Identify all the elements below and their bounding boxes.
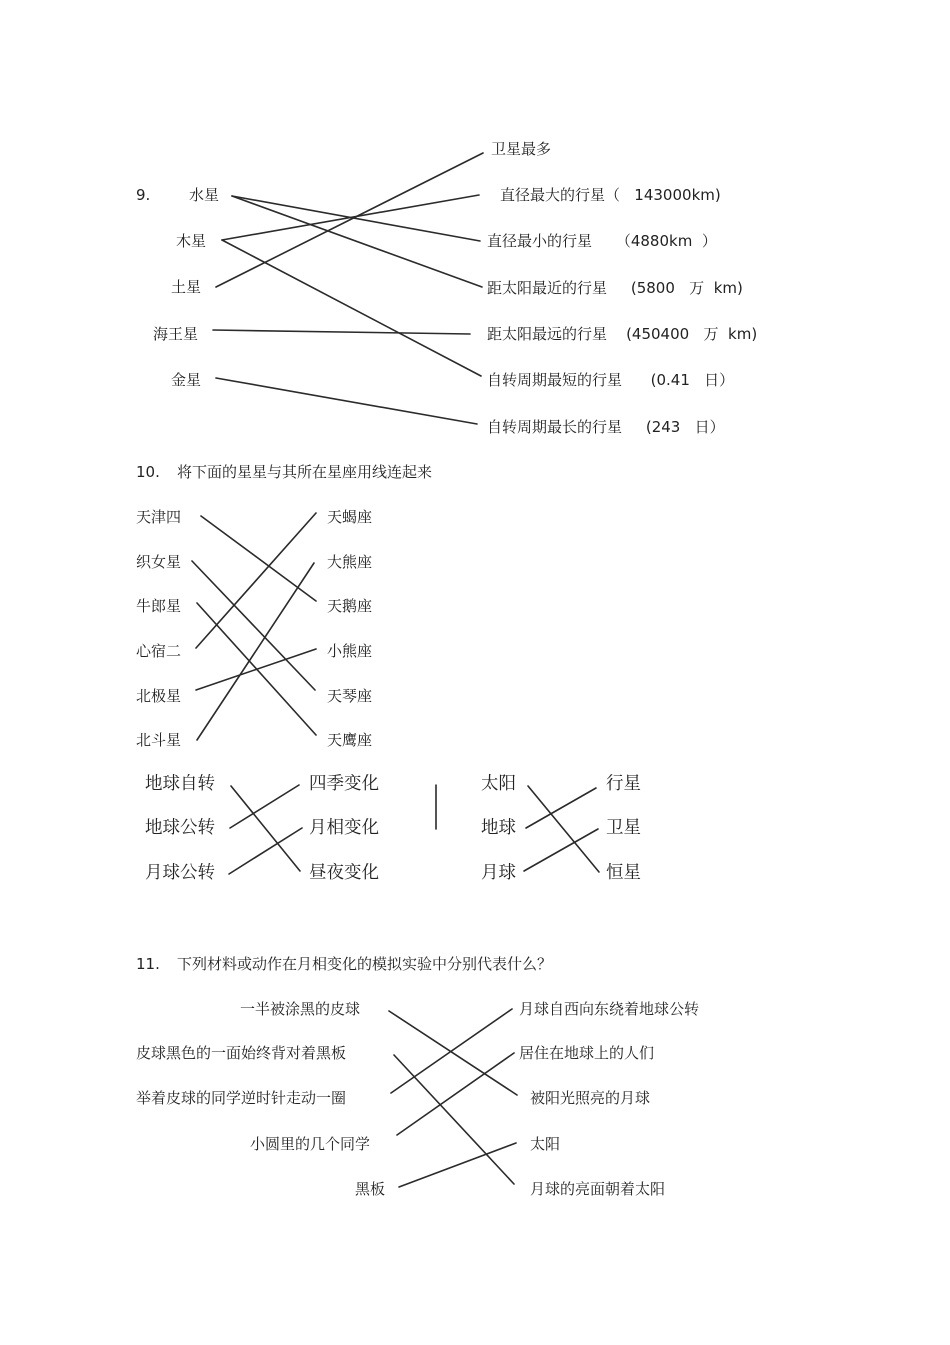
motion-left-earth-rotation[interactable]: 地球自转 bbox=[145, 774, 215, 794]
motion-left-earth-revolution[interactable]: 地球公转 bbox=[145, 818, 215, 838]
q9-line-jupiter-shortest[interactable] bbox=[222, 240, 481, 376]
motion-line-rotation-day-night[interactable] bbox=[231, 786, 300, 871]
q11-line-blackside-bright-side[interactable] bbox=[394, 1055, 514, 1184]
q11-left-black-side-away[interactable]: 皮球黑色的一面始终背对着黑板 bbox=[136, 1044, 347, 1062]
body-right-planet[interactable]: 行星 bbox=[606, 774, 641, 794]
q9-left-venus[interactable]: 金星 bbox=[171, 371, 202, 389]
body-right-star[interactable]: 恒星 bbox=[606, 863, 641, 883]
body-line-earth-planet[interactable] bbox=[526, 788, 596, 828]
q9-left-jupiter[interactable]: 木星 bbox=[176, 232, 207, 250]
body-line-sun-star[interactable] bbox=[528, 786, 599, 872]
q10-const-ursa-major[interactable]: 大熊座 bbox=[327, 553, 373, 571]
q9-number: 9. bbox=[136, 186, 151, 204]
q11-left-walk-counterclockwise[interactable]: 举着皮球的同学逆时针走动一圈 bbox=[136, 1089, 347, 1107]
q11-left-blackboard[interactable]: 黑板 bbox=[355, 1180, 386, 1198]
q9-line-neptune-farthest[interactable] bbox=[213, 330, 470, 334]
q9-left-neptune[interactable]: 海王星 bbox=[153, 325, 199, 343]
q9-left-mercury[interactable]: 水星 bbox=[189, 186, 220, 204]
q10-star-deneb[interactable]: 天津四 bbox=[136, 508, 182, 526]
q10-prompt: 将下面的星星与其所在星座用线连起来 bbox=[177, 463, 433, 481]
q10-star-polaris[interactable]: 北极星 bbox=[136, 687, 182, 705]
q10-const-aquila[interactable]: 天鹰座 bbox=[327, 731, 373, 749]
q9-right-farthest-from-sun[interactable]: 距太阳最远的行星 (450400 万 km) bbox=[487, 325, 758, 343]
q10-star-vega[interactable]: 织女星 bbox=[136, 553, 182, 571]
q10-star-big-dipper[interactable]: 北斗星 bbox=[136, 731, 182, 749]
q11-left-students-in-circle[interactable]: 小圆里的几个同学 bbox=[250, 1135, 371, 1153]
q9-right-closest-to-sun[interactable]: 距太阳最近的行星 (5800 万 km) bbox=[487, 279, 743, 297]
q11-right-sun[interactable]: 太阳 bbox=[530, 1135, 561, 1153]
motion-right-seasons[interactable]: 四季变化 bbox=[309, 774, 379, 794]
q10-star-altair[interactable]: 牛郎星 bbox=[136, 597, 182, 615]
q11-line-students-people[interactable] bbox=[397, 1053, 514, 1135]
motion-right-day-night[interactable]: 昼夜变化 bbox=[309, 863, 379, 883]
body-right-satellite[interactable]: 卫星 bbox=[606, 818, 641, 838]
motion-line-moon-phases[interactable] bbox=[229, 828, 302, 874]
motion-left-moon-revolution[interactable]: 月球公转 bbox=[145, 863, 215, 883]
body-left-sun[interactable]: 太阳 bbox=[481, 774, 516, 794]
body-left-moon[interactable]: 月球 bbox=[481, 863, 516, 883]
q10-line-polaris-ursa-minor[interactable] bbox=[196, 649, 316, 690]
q10-const-ursa-minor[interactable]: 小熊座 bbox=[327, 642, 373, 660]
motion-right-moon-phases[interactable]: 月相变化 bbox=[309, 818, 379, 838]
q10-const-cygnus[interactable]: 天鹅座 bbox=[327, 597, 373, 615]
q9-right-longest-rotation[interactable]: 自转周期最长的行星 (243 日） bbox=[487, 418, 725, 436]
q10-const-lyra[interactable]: 天琴座 bbox=[327, 687, 373, 705]
q9-left-saturn[interactable]: 土星 bbox=[171, 278, 202, 296]
motion-line-revolution-seasons[interactable] bbox=[230, 785, 299, 828]
q9-right-largest-diameter[interactable]: 直径最大的行星（ 143000km) bbox=[500, 186, 721, 204]
q9-right-smallest-diameter[interactable]: 直径最小的行星 （4880km ） bbox=[487, 232, 717, 250]
body-left-earth[interactable]: 地球 bbox=[481, 818, 516, 838]
q9-line-saturn-most-moons[interactable] bbox=[216, 153, 483, 287]
q11-right-people-on-earth[interactable]: 居住在地球上的人们 bbox=[519, 1044, 655, 1062]
q9-line-venus-longest[interactable] bbox=[216, 378, 477, 424]
q11-right-moon-orbits-earth[interactable]: 月球自西向东绕着地球公转 bbox=[519, 1000, 700, 1018]
q11-right-lit-moon[interactable]: 被阳光照亮的月球 bbox=[530, 1089, 651, 1107]
q11-left-half-black-ball[interactable]: 一半被涂黑的皮球 bbox=[240, 1000, 361, 1018]
q9-line-mercury-closest[interactable] bbox=[232, 196, 482, 287]
q11-prompt: 下列材料或动作在月相变化的模拟实验中分别代表什么？ bbox=[177, 955, 553, 973]
q11-line-ball-lit-moon[interactable] bbox=[389, 1011, 517, 1095]
q10-number: 10. bbox=[136, 463, 160, 481]
body-line-moon-satellite[interactable] bbox=[524, 829, 598, 871]
q11-line-blackboard-sun[interactable] bbox=[399, 1143, 516, 1187]
q10-const-scorpius[interactable]: 天蝎座 bbox=[327, 508, 373, 526]
q11-number: 11. bbox=[136, 955, 160, 973]
q11-right-bright-side-to-sun[interactable]: 月球的亮面朝着太阳 bbox=[530, 1180, 666, 1198]
q9-right-most-moons[interactable]: 卫星最多 bbox=[491, 140, 552, 158]
q9-right-shortest-rotation[interactable]: 自转周期最短的行星 (0.41 日） bbox=[487, 371, 735, 389]
q10-star-antares[interactable]: 心宿二 bbox=[136, 642, 182, 660]
q9-line-mercury-smallest[interactable] bbox=[232, 196, 480, 241]
